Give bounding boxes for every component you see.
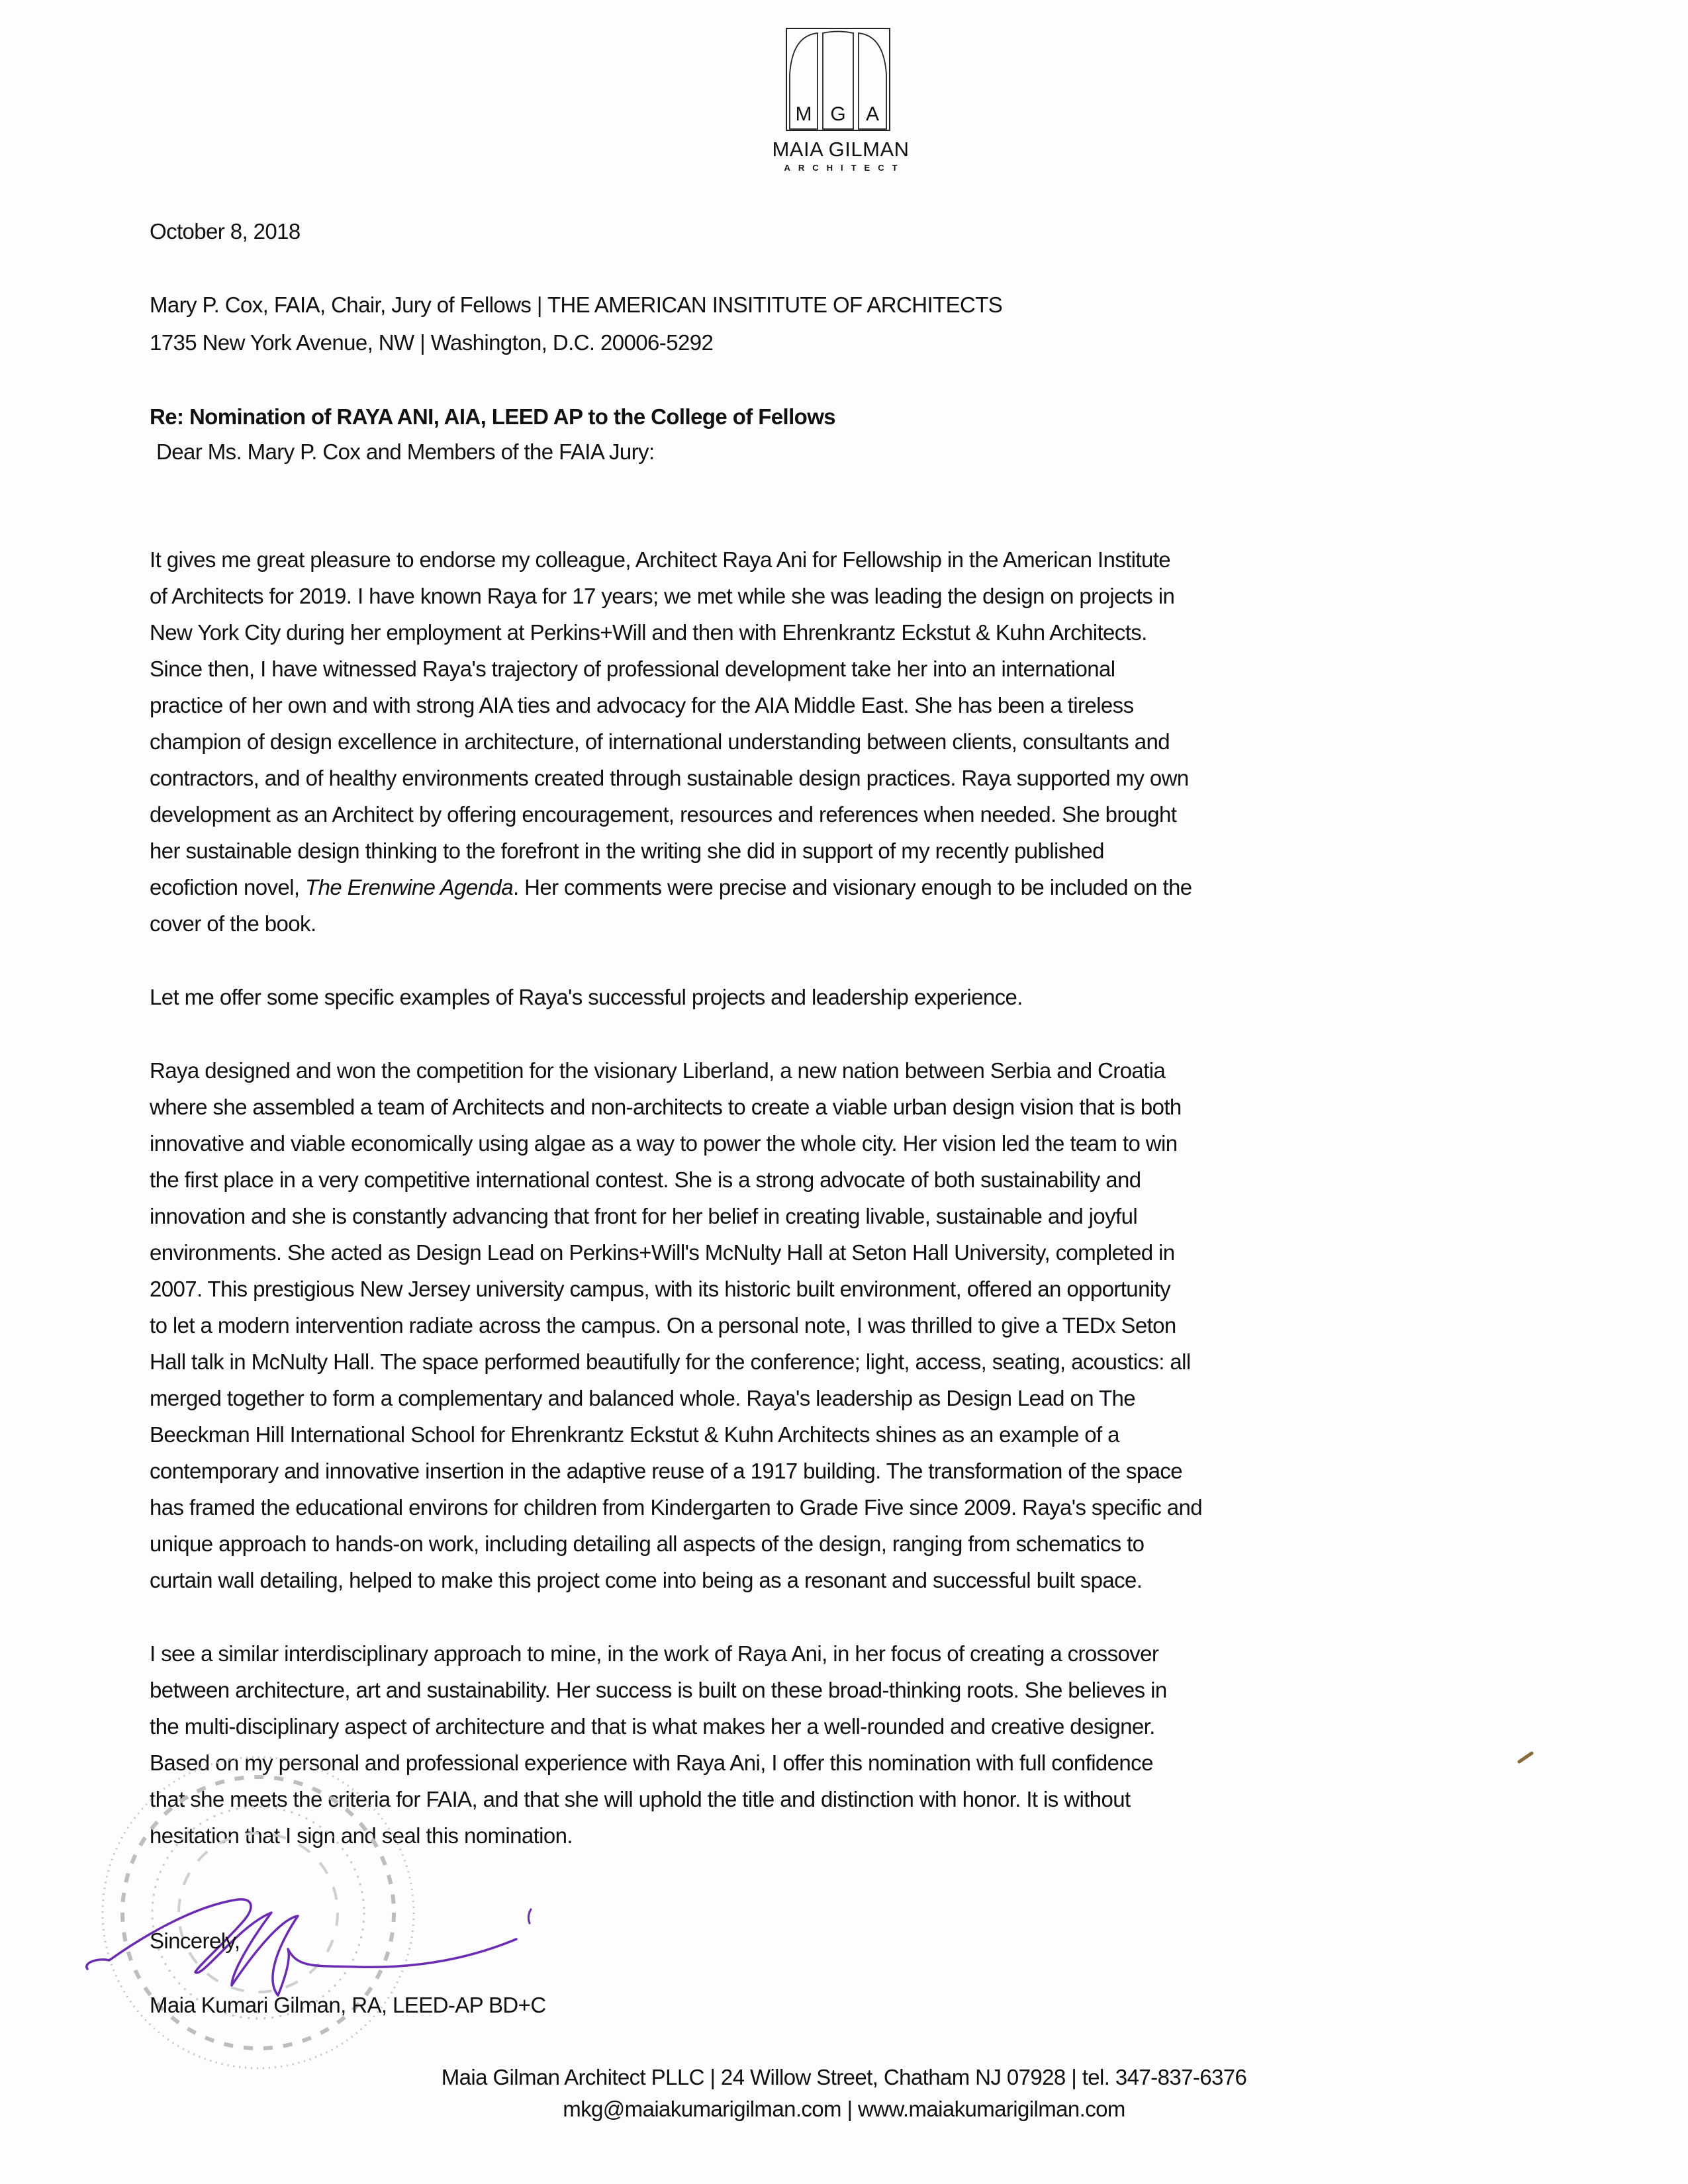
text-run: . Her comments were precise and visionary enough to be included on the <box>512 875 1192 899</box>
footer-address: Maia Gilman Architect PLLC | 24 Willow Street, Chatham NJ 07928 | tel. 347-837-6376 <box>441 2065 1247 2089</box>
paragraph-line: unique approach to hands-on work, including detailing all aspects of the design, ranging from schematics to <box>150 1531 1145 1556</box>
paragraph-line: the multi-disciplinary aspect of architecture and that is what makes her a well-rounded and creative designer. <box>150 1714 1155 1739</box>
footer-contact: mkg@maiakumarigilman.com | www.maiakumarigilman.com <box>563 2097 1125 2121</box>
paragraph-line: of Architects for 2019. I have known Raya for 17 years; we met while she was leading the design on projects in <box>150 584 1175 608</box>
book-title: The Erenwine Agenda <box>305 875 513 899</box>
ink-mark-icon <box>1517 1751 1534 1764</box>
recipient-line-2: 1735 New York Avenue, NW | Washington, D.C. 20006-5292 <box>150 330 714 355</box>
logo-name: MAIA GILMAN <box>772 138 910 161</box>
paragraph-line: New York City during her employment at Perkins+Will and then with Ehrenkrantz Eckstut & Kuhn Architects. <box>150 620 1147 645</box>
text-run: ecofiction novel, <box>150 875 306 899</box>
paragraph-line: Beeckman Hill International School for Ehrenkrantz Eckstut & Kuhn Architects shines as an example of a <box>150 1422 1119 1447</box>
paragraph-line: innovative and viable economically using algae as a way to power the whole city. Her vision led the team to win <box>150 1131 1178 1156</box>
signatory-name: Maia Kumari Gilman, RA, LEED-AP BD+C <box>150 1993 546 2017</box>
paragraph-line: hesitation that I sign and seal this nomination. <box>150 1823 573 1848</box>
paragraph-line: her sustainable design thinking to the forefront in the writing she did in support of my recently published <box>150 839 1104 863</box>
paragraph-line: the first place in a very competitive international contest. She is a strong advocate of both sustainability and <box>150 1167 1141 1192</box>
paragraph-line: Based on my personal and professional experience with Raya Ani, I offer this nomination with full confidence <box>150 1751 1153 1775</box>
paragraph-line: champion of design excellence in architecture, of international understanding between clients, consultants and <box>150 729 1170 754</box>
paragraph-line: Raya designed and won the competition for the visionary Liberland, a new nation between Serbia and Croatia <box>150 1058 1166 1083</box>
arched-window-icon <box>786 28 890 131</box>
salutation: Dear Ms. Mary P. Cox and Members of the FAIA Jury: <box>156 439 655 464</box>
paragraph-line: contractors, and of healthy environments created through sustainable design practices. Raya supported my own <box>150 766 1189 790</box>
paragraph-intro-examples: Let me offer some specific examples of Raya's successful projects and leadership experience. <box>150 985 1023 1009</box>
logo-monogram-a: A <box>865 103 880 125</box>
subject-line: Re: Nomination of RAYA ANI, AIA, LEED AP to the College of Fellows <box>150 404 836 429</box>
paragraph-line: It gives me great pleasure to endorse my colleague, Architect Raya Ani for Fellowship in the American Institute <box>150 547 1171 572</box>
paragraph-line: I see a similar interdisciplinary approach to mine, in the work of Raya Ani, in her focus of creating a crossover <box>150 1641 1159 1666</box>
paragraph-line <box>150 874 1192 901</box>
paragraph-line: has framed the educational environs for children from Kindergarten to Grade Five since 2009. Raya's specific and <box>150 1495 1202 1520</box>
paragraph-line: between architecture, art and sustainability. Her success is built on these broad-thinking roots. She believes in <box>150 1678 1167 1702</box>
paragraph-line: Hall talk in McNulty Hall. The space performed beautifully for the conference; light, access, seating, acoustics: all <box>150 1349 1191 1374</box>
paragraph-line: development as an Architect by offering encouragement, resources and references when needed. She brought <box>150 802 1177 827</box>
paragraph-line: where she assembled a team of Architects and non-architects to create a viable urban design vision that is both <box>150 1095 1182 1119</box>
paragraph-line: merged together to form a complementary and balanced whole. Raya's leadership as Design Lead on The <box>150 1386 1136 1410</box>
paragraph-line: cover of the book. <box>150 911 316 936</box>
paragraph-line: practice of her own and with strong AIA ties and advocacy for the AIA Middle East. She has been a tireless <box>150 693 1134 717</box>
paragraph-line: curtain wall detailing, helped to make this project come into being as a resonant and successful built space. <box>150 1568 1143 1592</box>
logo-subtitle: ARCHITECT <box>784 163 906 173</box>
logo-monogram-g: G <box>830 103 846 125</box>
paragraph-line: contemporary and innovative insertion in the adaptive reuse of a 1917 building. The transformation of the space <box>150 1459 1182 1483</box>
letter-date: October 8, 2018 <box>150 219 301 244</box>
paragraph-line: 2007. This prestigious New Jersey university campus, with its historic built environment, offered an opportunity <box>150 1277 1171 1301</box>
paragraph-line: environments. She acted as Design Lead on Perkins+Will's McNulty Hall at Seton Hall University, completed in <box>150 1240 1175 1265</box>
paragraph-line: Since then, I have witnessed Raya's trajectory of professional development take her into an international <box>150 657 1115 681</box>
paragraph-line: that she meets the criteria for FAIA, and that she will uphold the title and distinction with honor. It is without <box>150 1787 1131 1811</box>
recipient-line-1: Mary P. Cox, FAIA, Chair, Jury of Fellows | THE AMERICAN INSITITUTE OF ARCHITECTS <box>150 293 1003 317</box>
paragraph-line: to let a modern intervention radiate across the campus. On a personal note, I was thrilled to give a TEDx Seton <box>150 1313 1176 1338</box>
paragraph-line: innovation and she is constantly advancing that front for her belief in creating livable, sustainable and joyful <box>150 1204 1138 1228</box>
logo-monogram-m: M <box>795 103 812 125</box>
closing: Sincerely, <box>150 1929 240 1953</box>
